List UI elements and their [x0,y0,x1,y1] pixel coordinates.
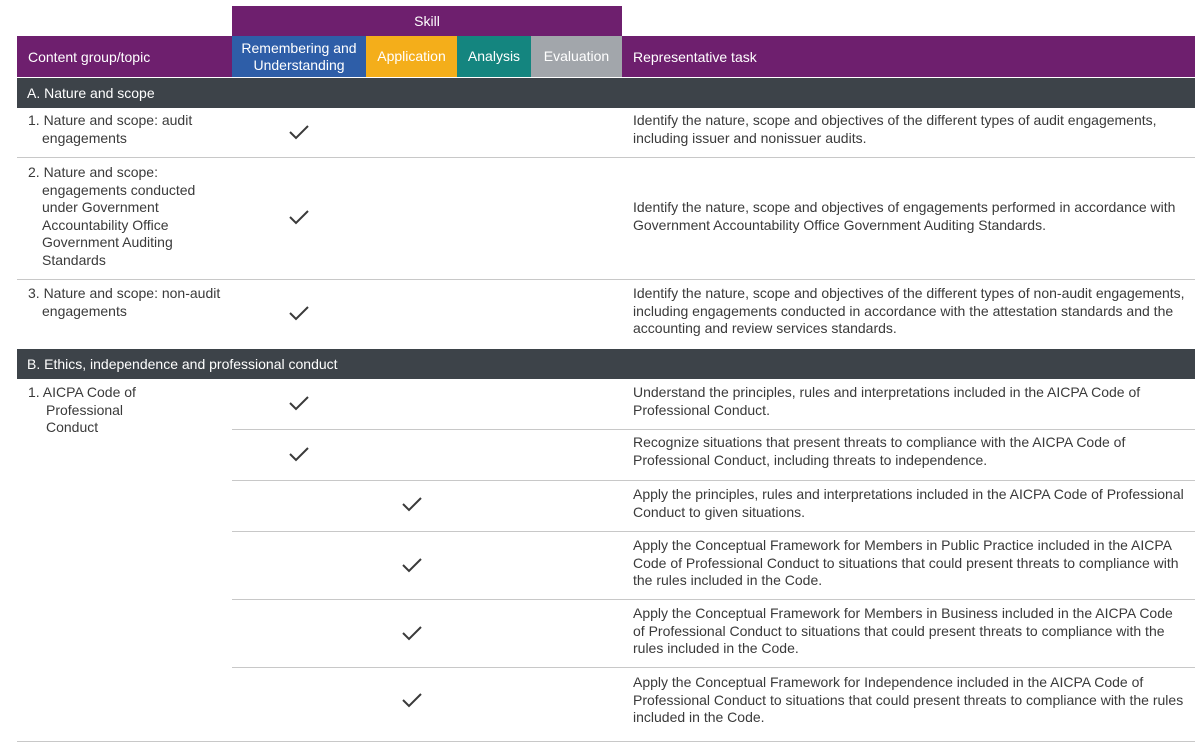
check-icon [288,124,310,140]
check-icon [288,305,310,321]
row-divider [232,480,1195,481]
analysis-header: Analysis [457,36,531,77]
task-b2: Recognize situations that present threats to compliance with the AICPA Code of Professional Conduct, including threats to independence. [633,434,1126,468]
task-b4: Apply the Conceptual Framework for Members in Public Practice included in the AICPA Code of Professional Conduct to situations that could present threats to compliance with the rules included in the Code. [633,537,1179,588]
topic-b1: 1. AICPA Code of Professional Conduct [28,384,136,435]
row-divider [17,279,1195,280]
row-divider [232,531,1195,532]
section-b-title: B. Ethics, independence and professional conduct [17,349,1195,379]
application-header: Application [366,36,457,77]
task-a2: Identify the nature, scope and objectives of engagements performed in accordance with Government Accountability Office Government Auditing Standards. [633,199,1176,233]
task-b3: Apply the principles, rules and interpretations included in the AICPA Code of Professional Conduct to given situations. [633,486,1184,520]
content-group-header: Content group/topic [28,48,151,65]
row-divider [17,157,1195,158]
table-bottom-rule [17,741,1195,742]
evaluation-header: Evaluation [531,36,622,77]
check-icon [288,446,310,462]
check-icon [401,625,423,641]
check-icon [288,209,310,225]
check-icon [288,395,310,411]
topic-a1: 1. Nature and scope: audit engagements [28,112,193,146]
task-a1: Identify the nature, scope and objectives of the different types of audit engagements, including issuer and nonissuer audits. [633,112,1157,146]
task-b5: Apply the Conceptual Framework for Members in Business included in the AICPA Code of Professional Conduct to situations that could present threats to compliance with the rules included in the Code. [633,605,1173,656]
check-icon [401,557,423,573]
task-a3: Identify the nature, scope and objectives of the different types of non-audit engagements, including engagements conducted in accordance with the attestation standards and the accounting and review services standards. [633,285,1185,336]
row-divider [232,667,1195,668]
representative-task-header: Representative task [633,48,757,65]
topic-a3: 3. Nature and scope: non-audit engagements [28,285,221,319]
check-icon [401,496,423,512]
topic-a2: 2. Nature and scope: engagements conducted under Government Accountability Office Government Auditing Standards [28,164,196,268]
check-icon [401,692,423,708]
row-divider [232,599,1195,600]
row-divider [232,429,1195,430]
task-b6: Apply the Conceptual Framework for Independence included in the AICPA Code of Professional Conduct to situations that could present threats to compliance with the rules included in the Code. [633,674,1184,725]
section-a-title: A. Nature and scope [17,78,1195,108]
remembering-header: Remembering and Understanding [232,36,366,77]
task-b1: Understand the principles, rules and interpretations included in the AICPA Code of Professional Conduct. [633,384,1141,418]
skill-header: Skill [232,6,622,36]
